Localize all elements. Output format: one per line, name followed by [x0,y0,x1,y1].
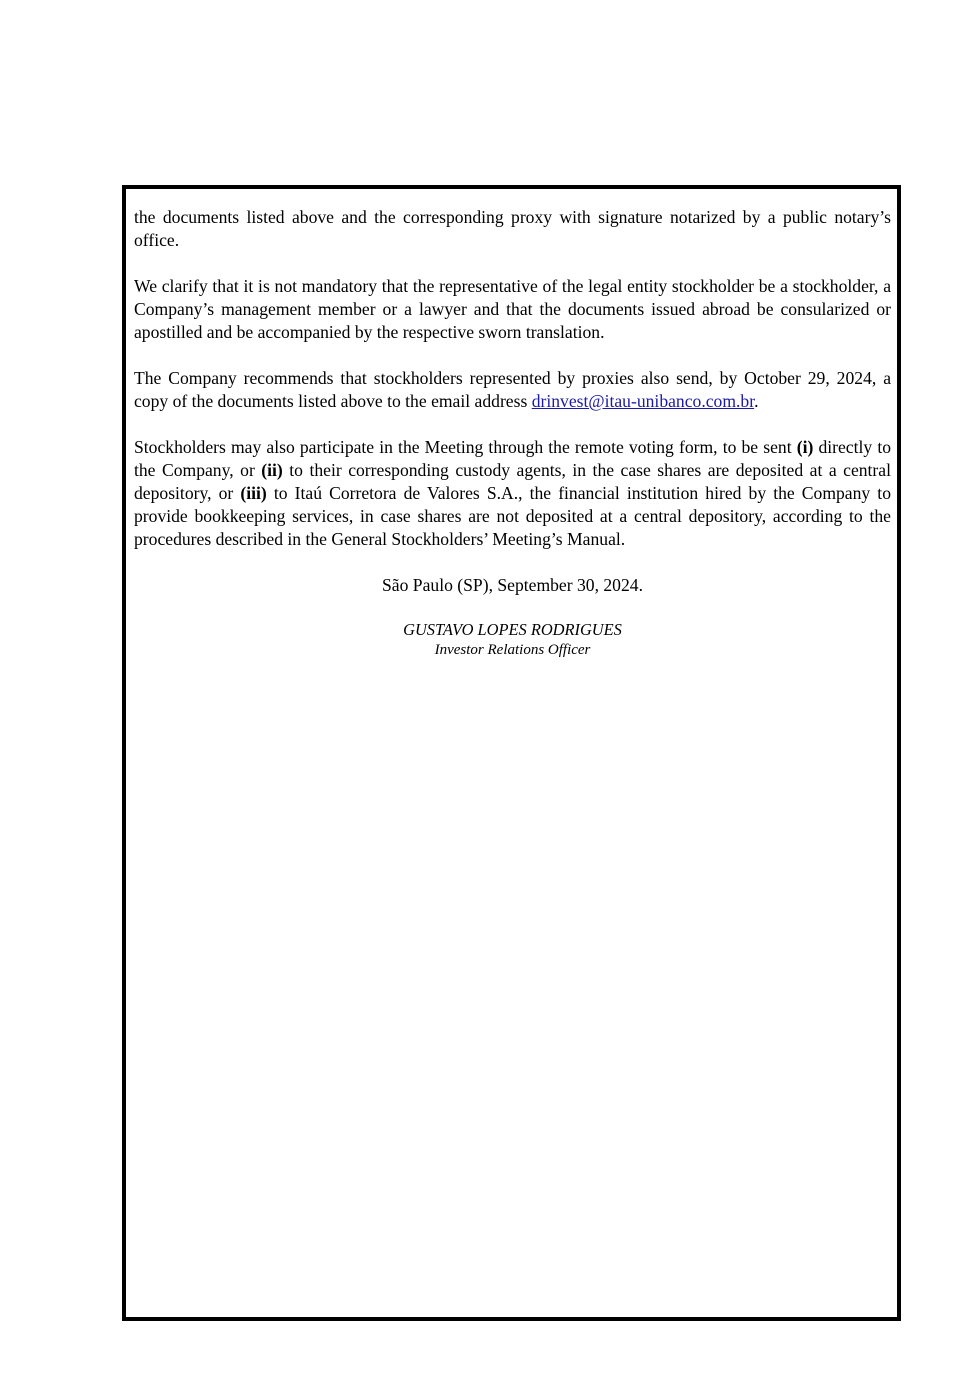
document-frame [122,185,901,1321]
list-marker-ii: (ii) [261,460,283,480]
paragraph-representative-clarification: We clarify that it is not mandatory that the representative of the legal entity stockholder be a stockholder, a Company’s management member or a lawyer and that the documents issued abroad be consularized or apostilled and be accompanied by the respective sworn translation. [134,276,891,342]
signatory-name: GUSTAVO LOPES RODRIGUES [403,620,622,639]
remote-voting-text-3: to their corresponding custody agents, in the case shares are deposited at a central depository, or [134,460,891,503]
email-paragraph-end: . [754,391,759,411]
remote-voting-text-2: directly to the Company, or [134,437,892,480]
email-paragraph-text: The Company recommends that stockholders represented by proxies also send, by October 29, 2024, a copy of the documents listed above to the email address [134,368,891,411]
list-marker-i: (i) [796,437,814,457]
remote-voting-text-1: Stockholders may also participate in the Meeting through the remote voting form, to be sent [134,437,797,457]
remote-voting-text-4: to Itaú Corretora de Valores S.A., the financial institution hired by the Company to provide bookkeeping services, in case shares are not deposited at a central depository, according to the procedures described in the General Stockholders’ Meeting’s Manual. [134,483,891,549]
paragraph-email-recommendation [134,367,891,413]
document-body [134,206,891,660]
signatory-title: Investor Relations Officer [434,642,591,658]
paragraph-remote-voting [134,436,891,551]
list-marker-iii: (iii) [240,483,267,503]
paragraph-proxy-notarization: the documents listed above and the corresponding proxy with signature notarized by a public notary’s office. [134,207,891,250]
email-link[interactable]: drinvest@itau-unibanco.com.br [531,391,755,411]
place-and-date: São Paulo (SP), September 30, 2024. [382,575,643,595]
